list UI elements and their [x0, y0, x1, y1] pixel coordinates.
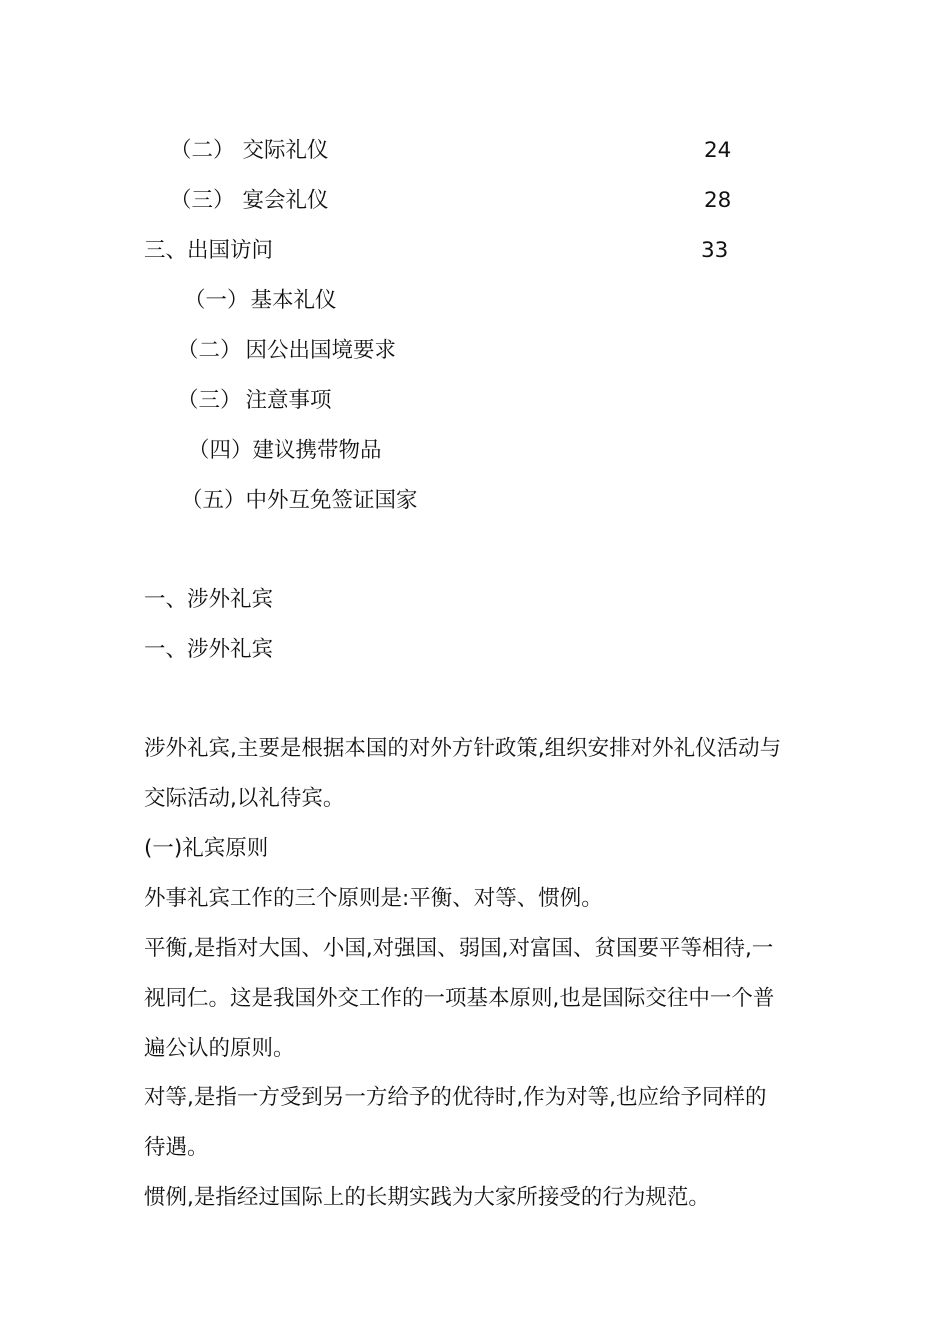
toc-marker: （二） — [177, 338, 242, 363]
body-text-line: 交际活动,以礼待宾。 — [144, 786, 345, 811]
toc-title: 三、出国访问 — [144, 238, 274, 263]
body-text-line: 涉外礼宾,主要是根据本国的对外方针政策,组织安排对外礼仪活动与 — [144, 736, 782, 761]
toc-entry — [184, 286, 337, 316]
toc-title: 宴会礼仪 — [242, 188, 329, 213]
toc-marker: （二） — [170, 138, 235, 163]
toc-entry — [177, 336, 396, 366]
toc-marker: （三） — [177, 388, 242, 413]
toc-entry — [177, 386, 332, 416]
body-text-line: 遍公认的原则。 — [144, 1036, 295, 1061]
toc-marker: （一） — [184, 288, 249, 313]
toc-marker: （四） — [188, 438, 253, 463]
toc-page-number: 33 — [701, 238, 729, 263]
toc-title: 建议携带物品 — [252, 438, 382, 463]
body-text-line: 外事礼宾工作的三个原则是:平衡、对等、惯例。 — [144, 886, 603, 911]
body-text-line: 待遇。 — [144, 1135, 209, 1160]
toc-title: 注意事项 — [245, 388, 332, 413]
body-text-line: 对等,是指一方受到另一方给予的优待时,作为对等,也应给予同样的 — [144, 1085, 767, 1110]
body-text-line: 惯例,是指经过国际上的长期实践为大家所接受的行为规范。 — [144, 1185, 710, 1210]
toc-entry — [170, 136, 329, 166]
body-text-line: 视同仁。这是我国外交工作的一项基本原则,也是国际交往中一个普 — [144, 986, 775, 1011]
toc-entry — [144, 236, 273, 266]
toc-title: 交际礼仪 — [242, 138, 329, 163]
toc-title: 基本礼仪 — [250, 288, 337, 313]
subheading: (一)礼宾原则 — [144, 836, 269, 861]
toc-entry — [188, 436, 382, 466]
toc-marker: （五） — [181, 488, 246, 513]
section-heading: 一、涉外礼宾 — [144, 637, 274, 662]
toc-page-number: 24 — [704, 138, 732, 163]
toc-entry — [170, 186, 329, 216]
toc-title: 因公出国境要求 — [245, 338, 397, 363]
toc-entry — [181, 486, 418, 516]
toc-marker: （三） — [170, 188, 235, 213]
toc-title: 中外互免签证国家 — [245, 488, 418, 513]
toc-page-number: 28 — [704, 188, 732, 213]
section-heading: 一、涉外礼宾 — [144, 587, 274, 612]
body-text-line: 平衡,是指对大国、小国,对强国、弱国,对富国、贫国要平等相待,一 — [144, 936, 774, 961]
